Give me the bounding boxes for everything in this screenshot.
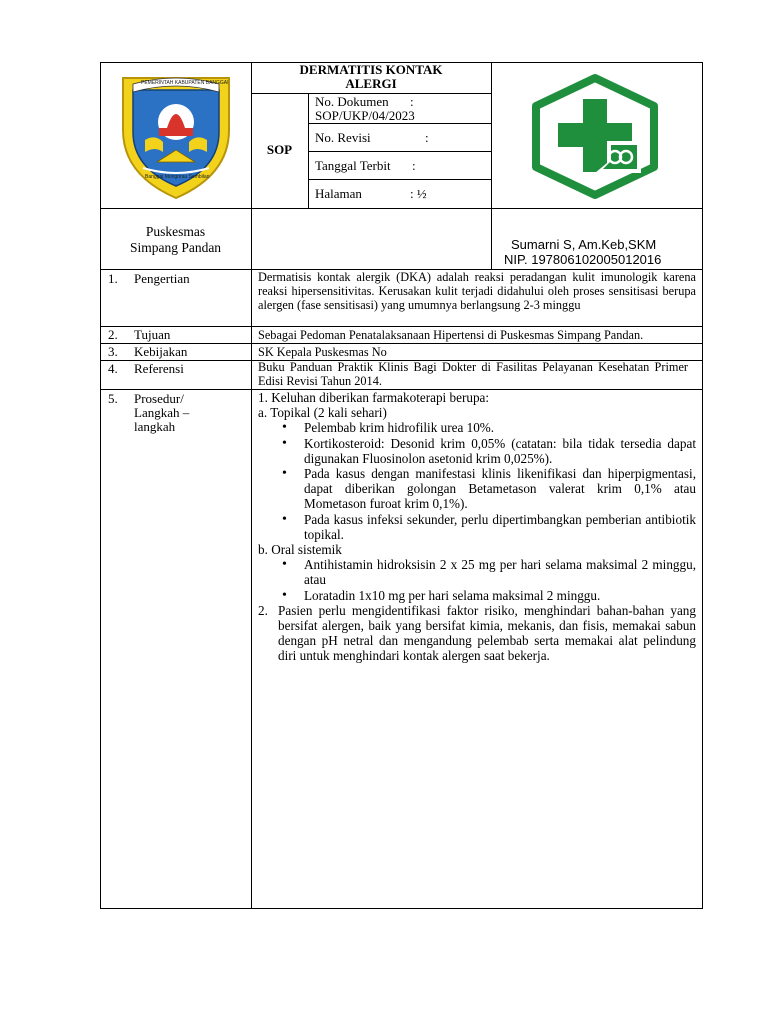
list-item: • Loratadin 1x10 mg per hari selama maksimal 2 minggu. xyxy=(304,588,696,603)
grid-line xyxy=(100,208,703,209)
row-number: 2. xyxy=(108,327,118,342)
logo-banner-text: PEMERINTAH KABUPATEN BANGGAI xyxy=(141,80,229,86)
row-label: Pengertian xyxy=(134,271,190,286)
doc-number-colon: : xyxy=(410,94,414,109)
list-item: • Pada kasus infeksi sekunder, perlu dipertimbangkan pemberian antibiotik topikal. xyxy=(304,512,696,542)
purpose-text: Sebagai Pedoman Penatalaksanaan Hipertensi di Puskesmas Simpang Pandan. xyxy=(258,328,644,342)
topical-list xyxy=(304,420,696,542)
doc-number-value: SOP/UKP/04/2023 xyxy=(315,108,415,123)
revision-colon: : xyxy=(425,130,429,145)
step-2-text: Pasien perlu mengidentifikasi faktor risiko, menghindari bahan-bahan yang bersifat alergen, baik yang bersifat kimia, mekanis, dan fisis, memakai sabun dengan pH netral dan mengandung pelembab serta memakai alat pelindung diri untuk menghindari kontak alergen saat bekerja. xyxy=(278,602,696,664)
signer-nip: NIP. 197806102005012016 xyxy=(504,252,662,267)
regency-logo xyxy=(115,70,237,202)
row-label: Tujuan xyxy=(134,327,171,342)
list-item: • Antihistamin hidroksisin 2 x 25 mg per hari selama maksimal 2 minggu, atau xyxy=(304,557,696,587)
oral-list xyxy=(304,557,696,603)
org-name-line1: Puskesmas xyxy=(145,224,206,239)
definition-text: Dermatisis kontak alergik (DKA) adalah reaksi peradangan kulit imunologik karena reaksi hipersensitivitas. Kerusakan kulit terjadi didahului oleh proses sensitisasi berupa alergen (fase sensitisasi) yang umumnya berlangsung 2-3 minggu xyxy=(258,270,696,312)
page-label: Halaman xyxy=(315,186,362,201)
page-value: : ½ xyxy=(410,186,427,201)
grid-line xyxy=(100,343,703,344)
topical-heading: a. Topikal (2 kali sehari) xyxy=(258,405,387,421)
oral-heading: b. Oral sistemik xyxy=(258,542,342,558)
row-number: 4. xyxy=(108,361,118,376)
logo-motto: Banggai Mongorau Sembilan xyxy=(145,174,210,180)
procedure-step-1: 1. Keluhan diberikan farmakoterapi berupa: xyxy=(258,390,490,405)
sop-title-line1: DERMATITIS KONTAK xyxy=(299,62,443,77)
row-label: Prosedur/ xyxy=(134,391,184,406)
puskesmas-logo xyxy=(529,73,661,200)
org-name-line2: Simpang Pandan xyxy=(129,240,222,255)
row-label: Langkah – xyxy=(134,405,190,420)
issue-date-colon: : xyxy=(412,158,416,173)
policy-text: SK Kepala Puskesmas No xyxy=(258,345,387,359)
row-label: Referensi xyxy=(134,361,184,376)
procedure-content xyxy=(258,390,696,664)
revision-label: No. Revisi xyxy=(315,130,371,145)
grid-line xyxy=(491,62,492,270)
row-number: 5. xyxy=(108,391,118,406)
row-number: 3. xyxy=(108,344,118,359)
grid-line xyxy=(100,326,703,327)
reference-text: Buku Panduan Praktik Klinis Bagi Dokter di Fasilitas Pelayanan Kesehatan Primer Edisi Revisi Tahun 2014. xyxy=(258,360,688,388)
procedure-step-2 xyxy=(258,603,696,664)
row-label: Kebijakan xyxy=(134,344,188,359)
grid-line xyxy=(308,151,491,152)
list-item: • Pelembab krim hidrofilik urea 10%. xyxy=(304,420,696,435)
grid-line xyxy=(308,123,491,124)
step-2-number: 2. xyxy=(258,602,268,618)
grid-line xyxy=(308,179,491,180)
doc-number-label: No. Dokumen xyxy=(315,94,389,109)
list-item: • Pada kasus dengan manifestasi klinis likenifikasi dan hiperpigmentasi, dapat diberikan golongan Betametason valerat krim 0,1% atau Mometason furoat krim 0,1%). xyxy=(304,466,696,512)
issue-date-label: Tanggal Terbit xyxy=(315,158,391,173)
signer-name: Sumarni S, Am.Keb,SKM xyxy=(511,237,657,252)
list-item: • Kortikosteroid: Desonid krim 0,05% (catatan: bila tidak tersedia dapat digunakan Fluosinolon asetonid krim 0,025%). xyxy=(304,436,696,466)
sop-label: SOP xyxy=(266,142,293,157)
row-number: 1. xyxy=(108,271,118,286)
sop-title-line2: ALERGI xyxy=(345,76,397,91)
grid-line xyxy=(251,62,252,908)
row-label: langkah xyxy=(134,419,176,434)
